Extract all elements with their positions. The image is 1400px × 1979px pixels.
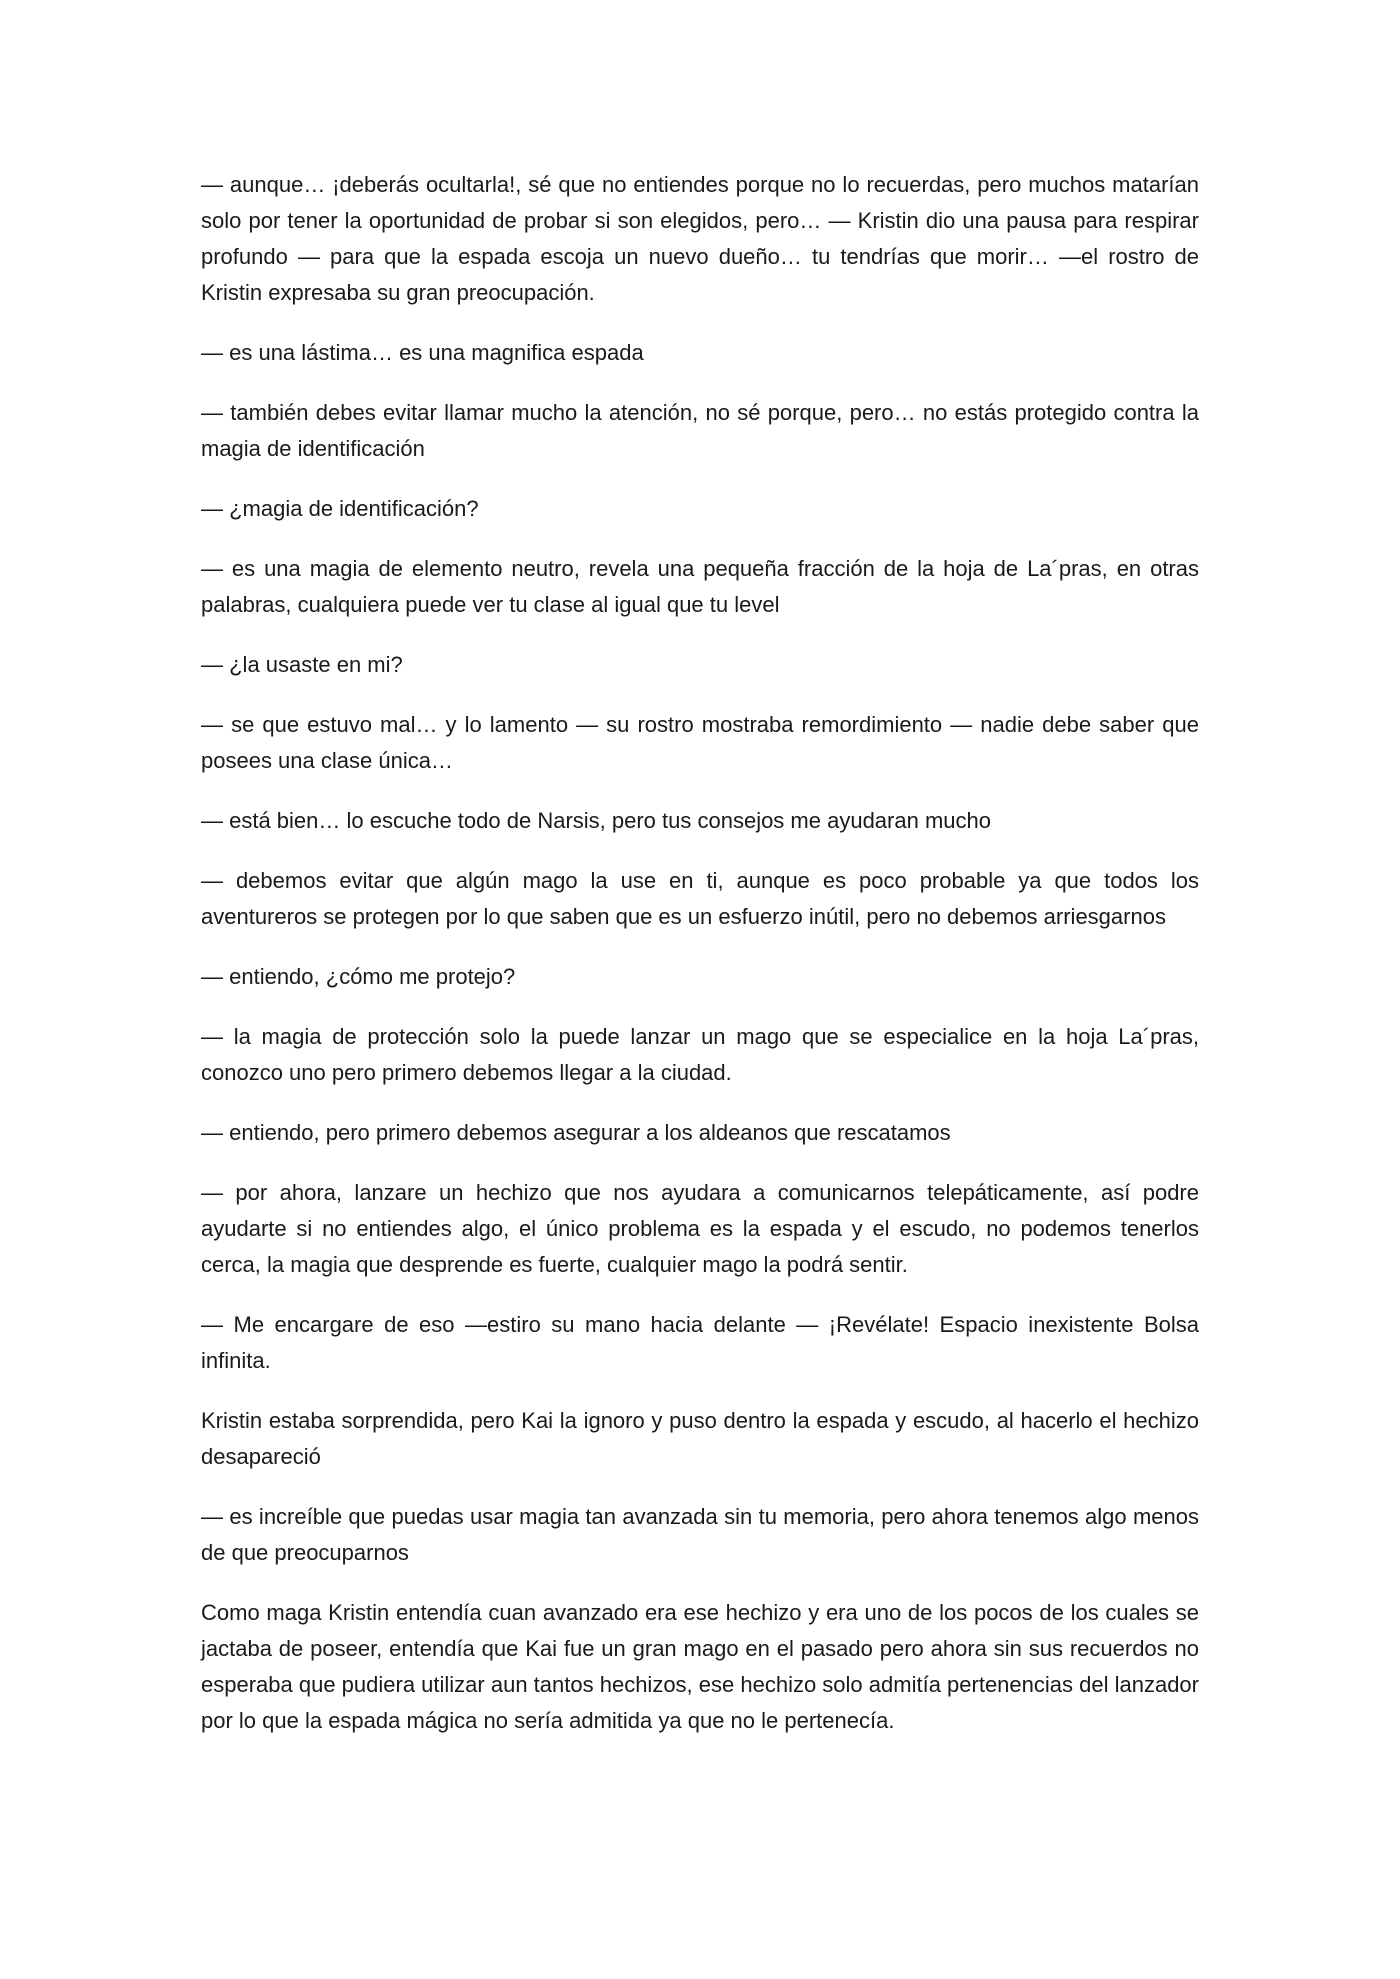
paragraph: — aunque… ¡deberás ocultarla!, sé que no entiendes porque no lo recuerdas, pero muchos matarían solo por tener la oportunidad de probar si son elegidos, pero… — Kristin dio una pausa para respirar profundo — para que la espada escoja un nuevo dueño… tu tendrías que morir… —el rostro de Kristin expresaba su gran preocupación.: [201, 172, 1199, 305]
paragraph: — es una magia de elemento neutro, revela una pequeña fracción de la hoja de La´pras, en otras palabras, cualquiera puede ver tu clase al igual que tu level: [201, 556, 1199, 617]
paragraph: — es una lástima… es una magnifica espada: [201, 340, 644, 365]
paragraph: — también debes evitar llamar mucho la atención, no sé porque, pero… no estás protegido contra la magia de identificación: [201, 400, 1199, 461]
paragraph: — está bien… lo escuche todo de Narsis, pero tus consejos me ayudaran mucho: [201, 808, 991, 833]
paragraph: — debemos evitar que algún mago la use en ti, aunque es poco probable ya que todos los aventureros se protegen por lo que saben que es un esfuerzo inútil, pero no debemos arriesgarnos: [201, 868, 1199, 929]
paragraph: — ¿la usaste en mi?: [201, 652, 403, 677]
paragraph: Como maga Kristin entendía cuan avanzado era ese hechizo y era uno de los pocos de los cuales se jactaba de poseer, entendía que Kai fue un gran mago en el pasado pero ahora sin sus recuerdos no esperaba que pudiera utilizar aun tantos hechizos, ese hechizo solo admitía pertenencias del lanzador por lo que la espada mágica no sería admitida ya que no le pertenecía.: [201, 1600, 1199, 1733]
paragraph: — entiendo, pero primero debemos asegurar a los aldeanos que rescatamos: [201, 1120, 951, 1145]
paragraph: — la magia de protección solo la puede lanzar un mago que se especialice en la hoja La´pras, conozco uno pero primero debemos llegar a la ciudad.: [201, 1024, 1199, 1085]
paragraph: — entiendo, ¿cómo me protejo?: [201, 964, 516, 989]
paragraph: — es increíble que puedas usar magia tan avanzada sin tu memoria, pero ahora tenemos algo menos de que preocuparnos: [201, 1504, 1199, 1565]
paragraph: — se que estuvo mal… y lo lamento — su rostro mostraba remordimiento — nadie debe saber que posees una clase única…: [201, 712, 1199, 773]
paragraph: — ¿magia de identificación?: [201, 496, 479, 521]
document-body: [201, 167, 1199, 1763]
paragraph: — por ahora, lanzare un hechizo que nos ayudara a comunicarnos telepáticamente, así podre ayudarte si no entiendes algo, el único problema es la espada y el escudo, no podemos tenerlos cerca, la magia que desprende es fuerte, cualquier mago la podrá sentir.: [201, 1180, 1199, 1277]
paragraph: — Me encargare de eso —estiro su mano hacia delante — ¡Revélate! Espacio inexistente Bolsa infinita.: [201, 1312, 1199, 1373]
paragraph: Kristin estaba sorprendida, pero Kai la ignoro y puso dentro la espada y escudo, al hacerlo el hechizo desapareció: [201, 1408, 1199, 1469]
